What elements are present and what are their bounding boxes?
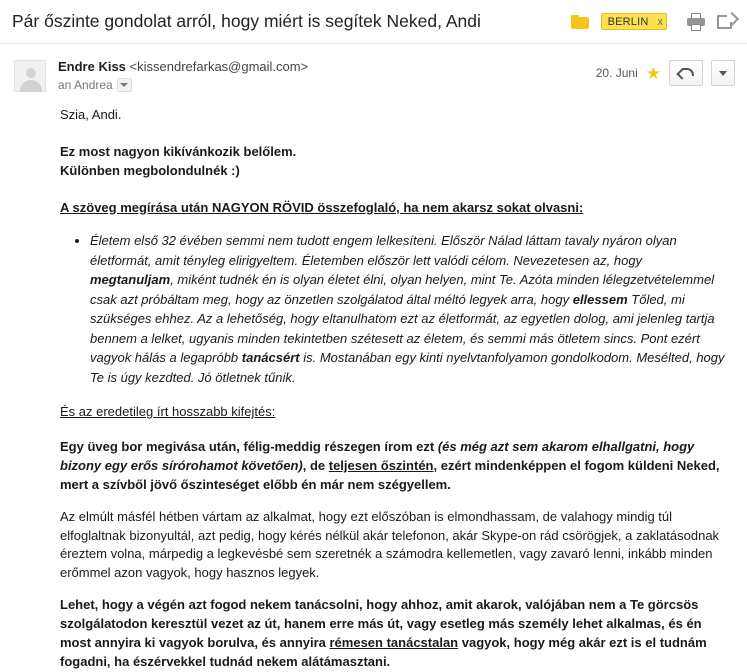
para1-text-2: , de <box>302 458 329 474</box>
label-chip-text: BERLIN <box>607 15 649 28</box>
bullet-text-1: Életem első 32 évében semmi nem tudott engem lelkesíteni. Először Nálad láttam tavaly nyáron olyan életformát, amit tényleg elirigyeltem. Életemben először lett valódi célom. Nevezetesen az, hogy <box>90 233 677 268</box>
greeting-text: Szia, Andi. <box>60 107 122 122</box>
summary-heading: A szöveg megírása után NAGYON RÖVID összefoglaló, ha nem akarsz sokat olvasni: <box>60 199 584 215</box>
print-icon[interactable] <box>687 13 705 31</box>
paragraph-2: Az elmúlt másfél hétben vártam az alkalmat, hogy ezt előszóban is elmondhassam, de valahogy mindig túl elfoglaltnak bizonyultál, azt pedig, hogy kérés nélkül akár telefonon, akár Skype-on rád csörögjek, a zaklatásodnak éreztem volna, márpedig a legkevésbé sem szeretnék a számodra kellemetlen, vagy zavaró lenni, inkább minden erőmmel azon vagyok, hogy hasznos legyek. <box>60 508 720 581</box>
para1-text-3: , ezért mindenképpen el fogom küldeni Neked, mert a szívből jövő őszinteséget előbb én már nem szégyellem. <box>60 458 720 492</box>
recipient-text: an Andrea <box>58 78 113 92</box>
chevron-down-icon[interactable] <box>117 78 132 92</box>
para3-underline-1: rémesen tanácstalan <box>329 634 459 650</box>
more-options-button[interactable] <box>711 60 735 86</box>
avatar <box>14 60 46 92</box>
bullet-text-2: , miként tudnék én is olyan életet élni, olyan helyen, mint Te. Azóta minden lélegzetvételemmel csak azt próbáltam meg, hogy az önzetlen szolgálatod által méltó legyek arra, hogy <box>90 272 715 307</box>
bullet-bold-1: megtanuljam <box>90 272 171 288</box>
page-title: Pár őszinte gondolat arról, hogy miért is segítek Neked, Andi <box>12 11 481 31</box>
para1-text-1: Egy üveg bor megivása után, félig-meddig részegen írom ezt <box>60 439 438 455</box>
star-icon[interactable]: ★ <box>645 63 661 83</box>
sender-line <box>58 58 596 75</box>
sender-info <box>58 58 596 92</box>
message-header <box>0 44 747 96</box>
close-icon[interactable]: x <box>657 15 663 28</box>
sender-name: Endre Kiss <box>58 59 126 74</box>
para3-text-1: Lehet, hogy a végén azt fogod nekem tanácsolni, hogy ahhoz, amit akarok, valójában nem a Te görcsös szolgálatodon keresztül vezet az út, hanem erre más út, vagy esetleg más személy lehet alkalmas, és én most annyira ki vagyok borulva, és annyira <box>60 597 702 650</box>
intro-line-1: Ez most nagyon kikívánkozik belőlem. <box>60 143 297 159</box>
paragraph-1 <box>60 438 729 495</box>
para1-italic-1: (és még azt sem akarom elhallgatni, hogy bizony egy erős sírórohamot követően) <box>60 439 695 474</box>
label-chip-berlin[interactable] <box>601 13 667 30</box>
paragraph-3 <box>60 596 729 671</box>
message-body <box>0 96 747 672</box>
recipient-line <box>58 78 596 92</box>
open-in-new-window-icon[interactable] <box>717 13 735 31</box>
para1-underline-1: teljesen őszintén <box>328 458 434 474</box>
bullet-text-3: Tőled, mi szükséges ehhez. Az a lehetőség, hogy eltanulhatom ezt az életformát, az egyetlen dolog, ami jelenleg tartja bennem a lelket, ugyanis minden tekintetben szétesett az életem, és semmi más ötletem sincs. Pont ezért vagyok hálás a legapróbb <box>90 291 715 366</box>
message-date: 20. Juni <box>595 66 638 80</box>
intro-line-2: Különben megbolondulnék :) <box>60 162 240 178</box>
para3-text-2: vagyok, hogy még akár ezt is el tudnám fogadni, ha észérvekkel tudnád nekem alátámasztani. <box>60 634 707 669</box>
list-item <box>90 231 729 387</box>
reply-button[interactable] <box>669 60 703 86</box>
email-header <box>0 0 747 44</box>
header-icon-group <box>687 13 735 31</box>
section-link-text: És az eredetileg írt hosszabb kifejtés: <box>60 404 276 420</box>
bullet-text-4: is. Mostanában egy kinti nyelvtanfolyamon gondolkodom. Mesélted, hogy Te is úgy kezdted. Jó ötletnek tűnik. <box>90 350 725 385</box>
message-actions <box>596 60 737 86</box>
bullet-bold-3: tanácsért <box>241 350 300 366</box>
sender-email: <kissendrefarkas@gmail.com> <box>129 59 309 74</box>
intro-block <box>60 143 729 181</box>
summary-list <box>60 231 729 387</box>
folder-icon[interactable] <box>571 15 589 29</box>
bullet-bold-2: ellessem <box>572 291 628 307</box>
